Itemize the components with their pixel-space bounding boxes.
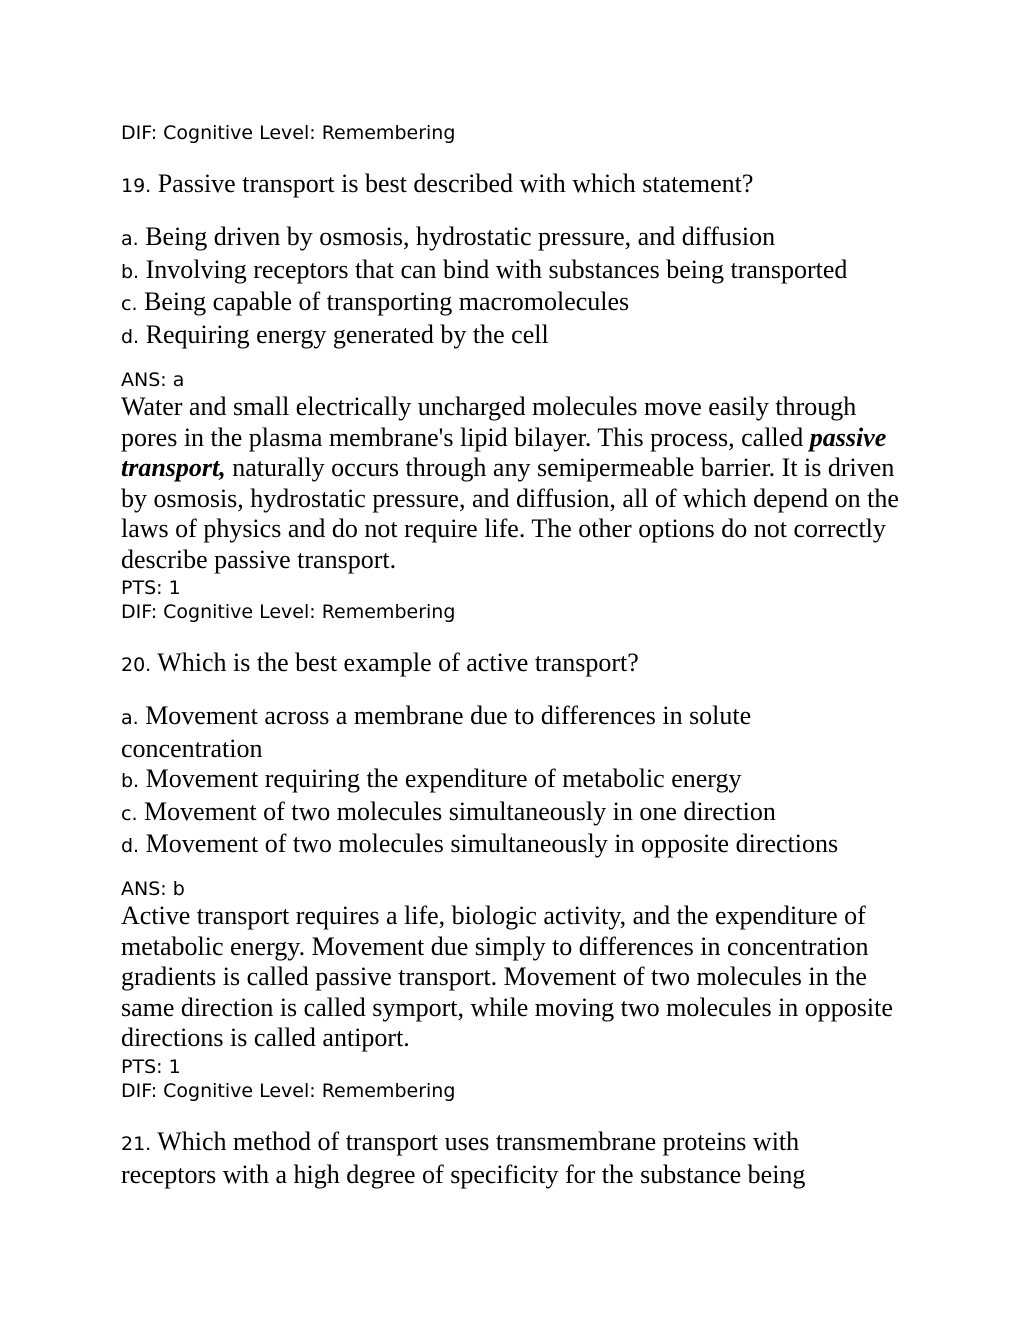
rationale-text: naturally occurs through any semipermeable barrier. It is driven by osmosis, hydrostatic pressure, and diffusion, all of which depend on the laws of physics and do not require life. The other options do not correctly describe passive transport.	[121, 453, 899, 574]
option-letter: a.	[121, 228, 139, 250]
option-text: Being capable of transporting macromolecules	[144, 287, 630, 316]
answer-19: ANS: a	[121, 369, 185, 391]
option-c	[121, 797, 911, 830]
option-d	[121, 829, 911, 862]
dif-19: DIF: Cognitive Level: Remembering	[121, 601, 456, 623]
question-text: Passive transport is best described with which statement?	[157, 169, 754, 198]
question-text: Which is the best example of active transport?	[157, 648, 639, 677]
option-text: Movement of two molecules simultaneously in opposite directions	[145, 829, 839, 858]
option-a	[121, 222, 911, 255]
option-text: Movement of two molecules simultaneously in one direction	[144, 796, 776, 826]
option-b	[121, 255, 911, 288]
rationale-20: Active transport requires a life, biologic activity, and the expenditure of metabolic energy. Movement due simply to differences in concentration gradients is called passive transport. Movement of two molecules in the same direction is called symport, while moving two molecules in opposite directions is called antiport.	[121, 901, 893, 1052]
option-letter: a.	[121, 707, 139, 729]
rationale-19	[121, 392, 911, 575]
question-number: 19.	[121, 175, 152, 197]
question-text: Which method of transport uses transmembrane proteins with receptors with a high degree of specificity for the substance being	[121, 1127, 806, 1189]
question-number: 21.	[121, 1133, 152, 1155]
option-c	[121, 287, 911, 320]
option-d	[121, 320, 911, 353]
question-20	[121, 648, 911, 681]
option-b	[121, 764, 911, 797]
pts-19: PTS: 1	[121, 577, 181, 599]
option-letter: c.	[121, 802, 138, 825]
question-19	[121, 169, 911, 202]
option-letter: d.	[121, 835, 140, 857]
option-text: Involving receptors that can bind with substances being transported	[145, 254, 848, 284]
options-20	[121, 701, 839, 862]
option-text: Movement across a membrane due to differences in solute concentration	[121, 701, 752, 763]
rationale-text: Water and small electrically uncharged molecules move easily through pores in the plasma membrane's lipid bilayer. This process, called	[121, 392, 857, 452]
dif-line: DIF: Cognitive Level: Remembering	[121, 122, 456, 144]
question-21	[121, 1127, 841, 1190]
answer-20: ANS: b	[121, 878, 185, 900]
options-19	[121, 222, 911, 352]
option-text: Being driven by osmosis, hydrostatic pressure, and diffusion	[145, 222, 776, 251]
option-letter: c.	[121, 293, 138, 315]
option-letter: b.	[121, 260, 140, 283]
question-number: 20.	[121, 654, 152, 676]
option-letter: b.	[121, 770, 140, 792]
rationale-emphasis: passive transport,	[121, 422, 887, 482]
option-text: Movement requiring the expenditure of metabolic energy	[145, 764, 742, 793]
option-a	[121, 701, 821, 764]
dif-20: DIF: Cognitive Level: Remembering	[121, 1080, 456, 1102]
option-letter: d.	[121, 325, 140, 348]
pts-20: PTS: 1	[121, 1056, 181, 1078]
option-text: Requiring energy generated by the cell	[145, 319, 549, 349]
